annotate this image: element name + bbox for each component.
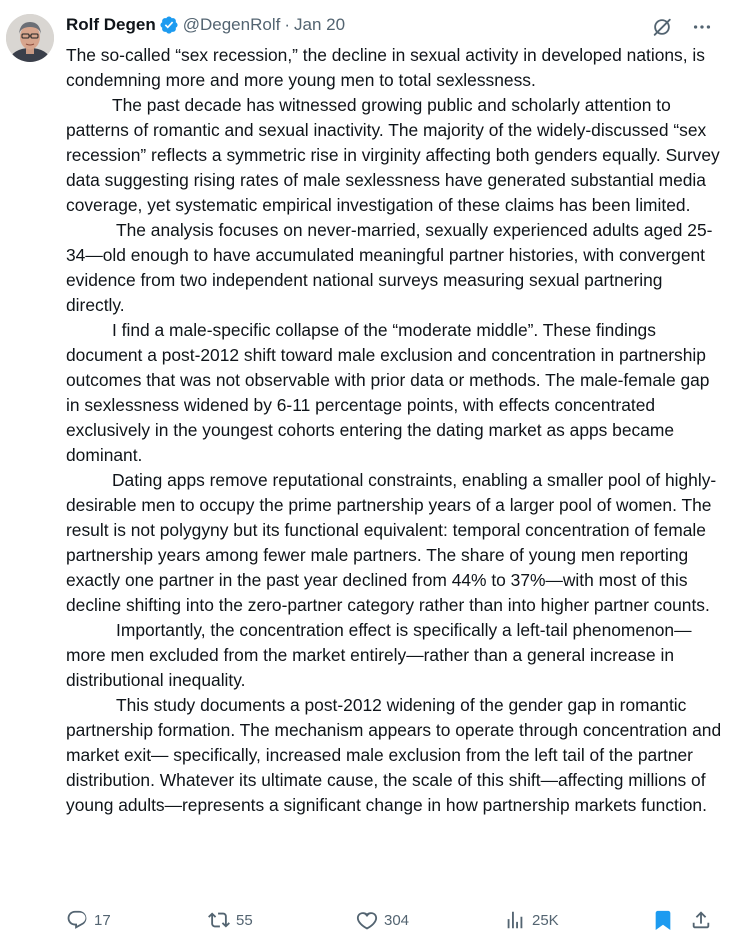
repost-count: 55 (236, 911, 253, 929)
reply-button[interactable] (66, 906, 111, 934)
more-options-button[interactable] (689, 14, 715, 40)
tweet-paragraph-6: Importantly, the concentration effect is specifically a left-tail phenomenon—more men excluded from the market entirely—rather than a general increase in distributional inequality. (66, 620, 692, 690)
views-count: 25K (532, 911, 559, 929)
heart-icon (356, 909, 378, 931)
header-separator: · (284, 15, 290, 34)
views-chart-icon (504, 909, 526, 931)
verified-badge-icon (159, 15, 179, 35)
tweet-paragraph-4: I find a male-specific collapse of the “moderate middle”. These findings document a post-2012 shift toward male exclusion and concentration in partnership outcomes that was not observable with prior data or methods. The male-female gap in sexlessness widened by 6-11 percentage points, with effects concentrated exclusively in the youngest cohorts entering the dating market as apps became dominant. (66, 320, 710, 465)
tweet-actions (66, 906, 720, 934)
author-handle[interactable]: @DegenRolf (182, 15, 281, 34)
views-button[interactable] (504, 906, 559, 934)
tweet-paragraph-7: This study documents a post-2012 widening of the gender gap in romantic partnership formation. The mechanism appears to operate through concentration and market exit— specifically, increased male exclusion from the left tail of the partner distribution. Whatever its ultimate cause, the scale of this shift—affecting millions of young adults—represents a significant change in how partnership markets function. (66, 695, 722, 815)
author-name[interactable]: Rolf Degen (66, 15, 156, 34)
tweet-paragraph-5: Dating apps remove reputational constraints, enabling a smaller pool of highly-desirable men to occupy the prime partnership years of a larger pool of women. The result is not polygyny but its functional equivalent: temporal concentration of female partnership years among fewer male partners. The share of young men reporting exactly one partner in the past year declined from 44% to 37%—with most of this decline shifting into the zero-partner category rather than into higher partner counts. (66, 470, 717, 615)
share-icon (690, 909, 712, 931)
grok-button[interactable] (649, 14, 675, 40)
tweet-text (66, 43, 722, 818)
like-count: 304 (384, 911, 410, 929)
tweet-date[interactable]: Jan 20 (294, 15, 346, 34)
grok-icon (651, 16, 673, 38)
tweet-paragraph-3: The analysis focuses on never-married, sexually experienced adults aged 25-34—old enough to have accumulated meaningful partner histories, with convergent evidence from two independent national surveys measuring sexual partnering directly. (66, 220, 713, 315)
avatar-photo-icon (6, 14, 54, 62)
tweet-paragraph-1: The so-called “sex recession,” the decline in sexual activity in developed nations, is condemning more and more young men to total sexlessness. (66, 45, 705, 90)
author-avatar[interactable] (6, 14, 54, 62)
reply-icon (66, 909, 88, 931)
reply-count: 17 (94, 911, 111, 929)
bookmark-filled-icon (652, 909, 674, 931)
repost-button[interactable] (208, 906, 253, 934)
share-button[interactable] (690, 906, 712, 934)
tweet-paragraph-2: The past decade has witnessed growing public and scholarly attention to patterns of romantic and sexual inactivity. The majority of the widely-discussed “sex recession” reflects a symmetric rise in virginity affecting both genders equally. Survey data suggesting rising rates of male sexlessness have generated substantial media coverage, yet systematic empirical investigation of these claims has been limited. (66, 95, 720, 215)
more-dots-icon (691, 16, 713, 38)
top-actions (649, 14, 715, 40)
like-button[interactable] (356, 906, 409, 934)
repost-icon (208, 909, 230, 931)
bookmark-button[interactable] (652, 906, 674, 934)
tweet-header (66, 14, 345, 36)
